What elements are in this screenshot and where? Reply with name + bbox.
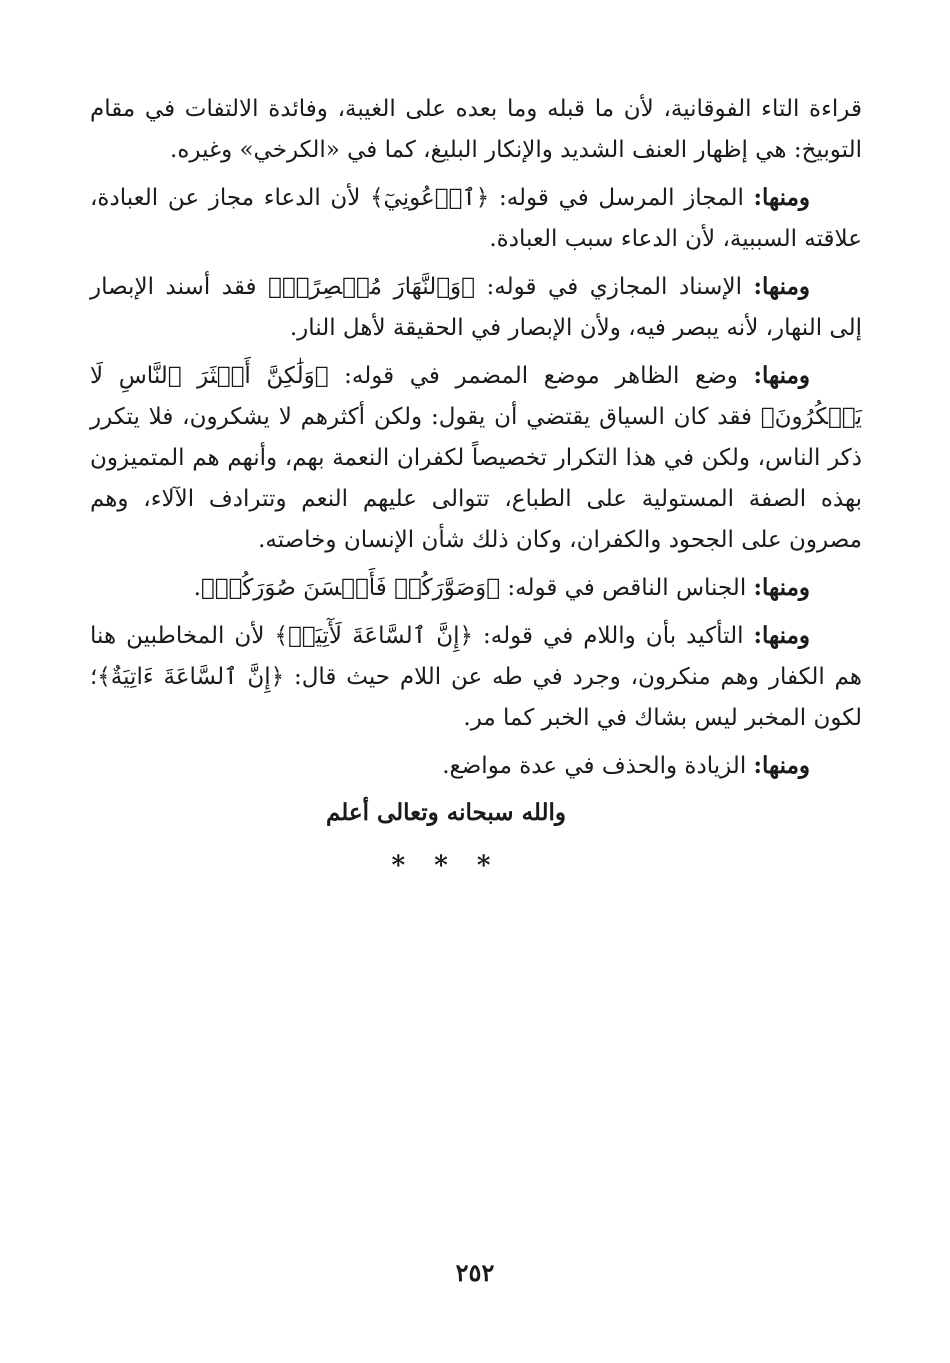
paragraph-lead: ومنها: (753, 752, 810, 779)
paragraph-taakid (90, 615, 862, 739)
paragraph-jinas (90, 567, 862, 609)
paragraph-wad-azzahir (90, 355, 862, 561)
page-number: ٢٥٢ (455, 1258, 495, 1287)
paragraph-isnad-majazi (90, 266, 862, 349)
page-body (90, 88, 862, 881)
paragraph-text: وضع الظاهر موضع المضمر في قوله: ﴿وَلَٰكِنَّ أَكۡثَرَ ٱلنَّاسِ لَا يَشۡكُرُونَ﴾ فقد كان السياق يقتضي أن يقول: ولكن أكثرهم لا يشكرون، فلا يتكرر ذكر الناس، ولكن في هذا التكرار تخصيصاً لكفران النعمة بهم، وأنهم هم المتميزون بهذه الصفة المستولية على الطباع، تتوالى عليهم النعم وتترادف الآلاء، وهم مصرون على الجحود والكفران، وكان ذلك شأن الإنسان وخاصته. (90, 363, 862, 553)
paragraph-text: المجاز المرسل في قوله: ﴿ٱدۡعُونِيٓ﴾ لأن الدعاء مجاز عن العبادة، علاقته السببية، لأن الدعاء سبب العبادة. (90, 185, 862, 252)
paragraph-text: التأكيد بأن واللام في قوله: ﴿إِنَّ ٱلسَّاعَةَ لَأٓتِيَةٞ﴾ لأن المخاطبين هنا هم الكفار وهم منكرون، وجرد في طه عن اللام حيث قال: ﴿إِنَّ ٱلسَّاعَةَ ءَاتِيَةٌ﴾؛ لكون المخبر ليس بشاك في الخبر كما مر. (90, 623, 862, 731)
paragraph-text: الإسناد المجازي في قوله: ﴿وَٱلنَّهَارَ مُبۡصِرًاۚ﴾ فقد أسند الإبصار إلى النهار، لأنه يبصر فيه، ولأن الإبصار في الحقيقة لأهل النار. (90, 274, 862, 341)
paragraph-text: قراءة التاء الفوقانية، لأن ما قبله وما بعده على الغيبة، وفائدة الالتفات في مقام التوبيخ: هي إظهار العنف الشديد والإنكار البليغ، كما في «الكرخي» وغيره. (90, 96, 862, 163)
paragraph-lead: ومنها: (753, 273, 810, 300)
section-separator: * * * (391, 851, 501, 881)
paragraph-lead: ومنها: (753, 362, 810, 389)
paragraph-majaz-mursal (90, 177, 862, 260)
paragraph-lead: ومنها: (753, 184, 810, 211)
paragraph-lead: ومنها: (753, 574, 810, 601)
paragraph-text: الزيادة والحذف في عدة مواضع. (442, 753, 754, 779)
paragraph-lead: ومنها: (753, 622, 810, 649)
paragraph-text: الجناس الناقص في قوله: ﴿وَصَوَّرَكُمۡ فَأَحۡسَنَ صُوَرَكُمۡ﴾. (193, 575, 754, 601)
paragraph-ziyada (90, 745, 862, 787)
closing-phrase: والله سبحانه وتعالى أعلم (325, 799, 567, 826)
paragraph-intro (90, 88, 862, 171)
